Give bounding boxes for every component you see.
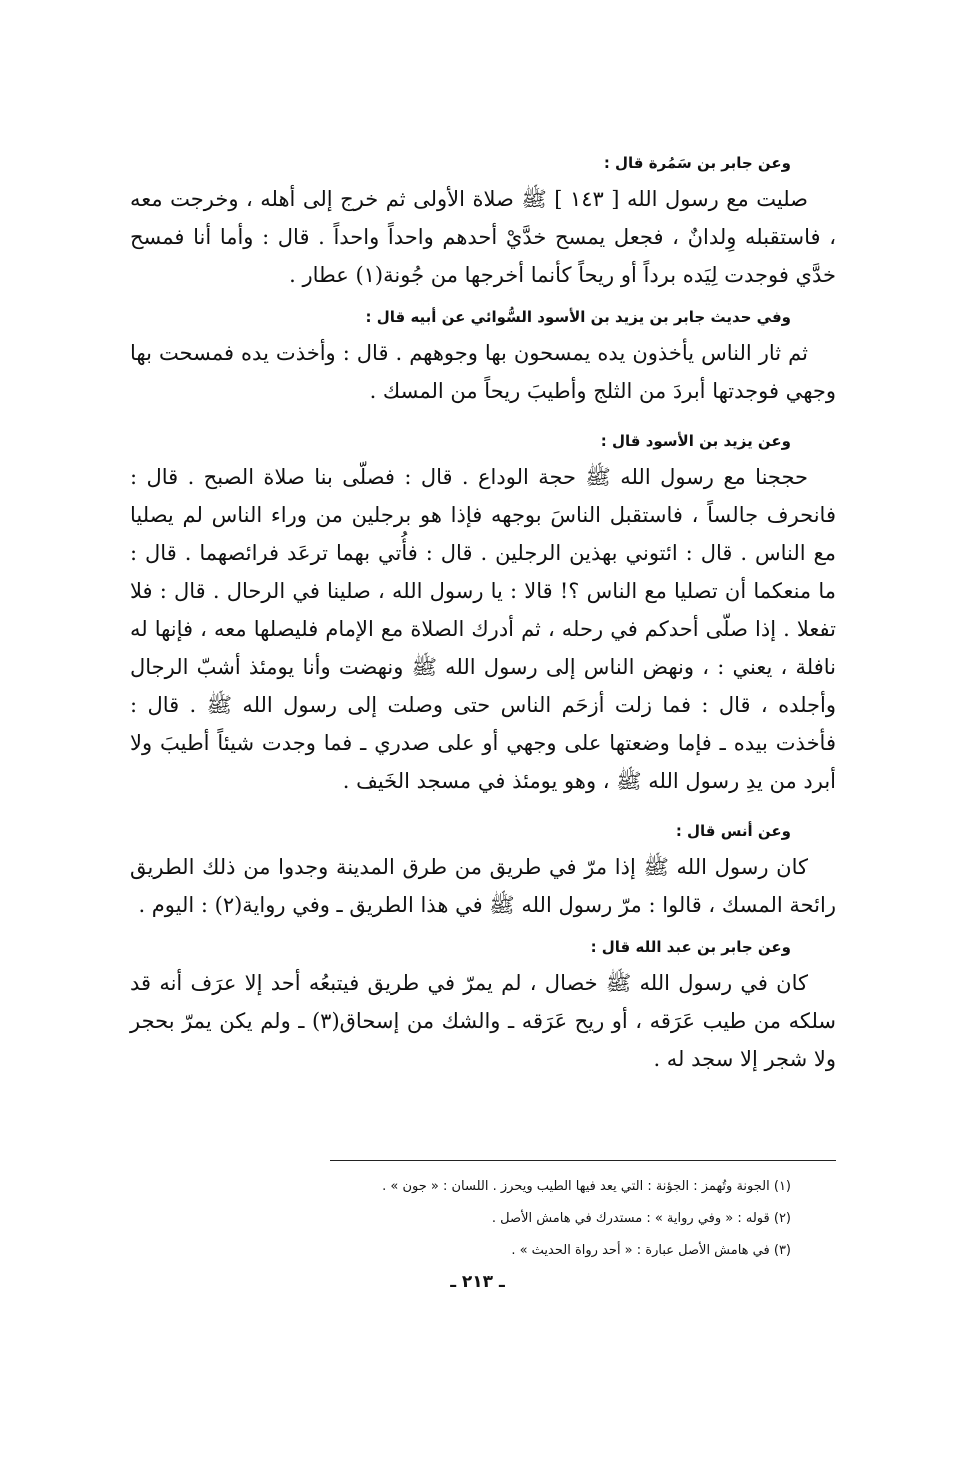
section-jabir-abdullah: [130, 934, 836, 1078]
section-heading: وفي حديث جابر بن يزيد بن الأسود السُّوائي عن أبيه قال :: [365, 308, 791, 326]
page-body: [130, 150, 836, 1088]
footnote-2: (٢) قوله : « وفي رواية » : مستدرك في هامش الأصل .: [491, 1211, 791, 1226]
footnotes: [330, 1160, 836, 1267]
section-yazid-aswad: [130, 428, 836, 800]
section-heading: وعن يزيد بن الأسود قال :: [600, 432, 791, 450]
footnote-1: (١) الجونة وتُهمز : الجؤنة : التي يعد فيها الطيب ويحرز . اللسان : « جون » .: [382, 1179, 791, 1194]
section-jabir-samura: [130, 150, 836, 294]
page-number: ـ ٢١٣ ـ: [450, 1272, 505, 1292]
section-text: صليت مع رسول الله [ ١٤٣ ] ﷺ صلاة الأولى ثم خرج إلى أهله ، وخرجت معه ، فاستقبله وِلدانٌ ، فجعل يمسح خدَّيْ أحدهم واحداً واحداً . قال : وأما أنا فمسح خدَّي فوجدت لِيَده برداً أو ريحاً كأنما أخرجها من جُونة(١) عطار .: [130, 187, 836, 287]
section-heading: وعن جابر بن سَمُرة قال :: [603, 154, 791, 172]
section-heading: وعن أنس قال :: [675, 822, 791, 840]
section-jabir-yazid: [130, 304, 836, 410]
footnote-3: (٣) في هامش الأصل عبارة : « أحد رواة الحديث » .: [511, 1243, 791, 1258]
section-text: كان في رسول الله ﷺ خصال ، لم يمرّ في طريق فيتبعُه أحد إلا عرَف أنه قد سلكه من طيب عَرَقه ، أو ريح عَرَقه ـ والشك من إسحاق(٣) ـ ولم يكن يمرّ بحجر ولا شجر إلا سجد له .: [130, 971, 836, 1071]
section-text: كان رسول الله ﷺ إذا مرّ في طريق من طرق المدينة وجدوا من ذلك الطريق رائحة المسك ، قالوا : مرّ رسول الله ﷺ في هذا الطريق ـ وفي رواية(٢) : اليوم .: [130, 855, 836, 917]
section-text: حججنا مع رسول الله ﷺ حجة الوداع . قال : فصلّى بنا صلاة الصبح . قال : فانحرف جالساً ، فاستقبل الناسَ بوجهه فإذا هو برجلين من وراء الناس لم يصليا مع الناس . قال : ائتوني بهذين الرجلين . قال : فأُتي بهما ترعَد فرائصهما . قال : ما منعكما أن تصليا مع الناس ؟! قالا : يا رسول الله ، صلينا في الرحال . قال : فلا تفعلا . إذا صلّى أحدكم في رحله ، ثم أدرك الصلاة مع الإمام فليصلها معه ، فإنها له نافلة ، يعني : ، ونهض الناس إلى رسول الله ﷺ ونهضت وأنا يومئذ أشبّ الرجال وأجلده ، قال : فما زلت أزحَم الناس حتى وصلت إلى رسول الله ﷺ . قال : فأخذت بيده ـ فإما وضعتها على وجهي أو على صدري ـ فما وجدت شيئاً أطيبَ ولا أبرد من يدِ رسول الله ﷺ ، وهو يومئذ في مسجد الخَيف .: [130, 465, 837, 793]
section-heading: وعن جابر بن عبد الله قال :: [590, 938, 791, 956]
section-anas: [130, 818, 836, 924]
section-text: ثم ثار الناس يأخذون يده يمسحون بها وجوههم . قال : وأخذت يده فمسحت بها وجهي فوجدتها أبردَ من الثلج وأطيبَ ريحاً من المسك .: [130, 341, 836, 403]
